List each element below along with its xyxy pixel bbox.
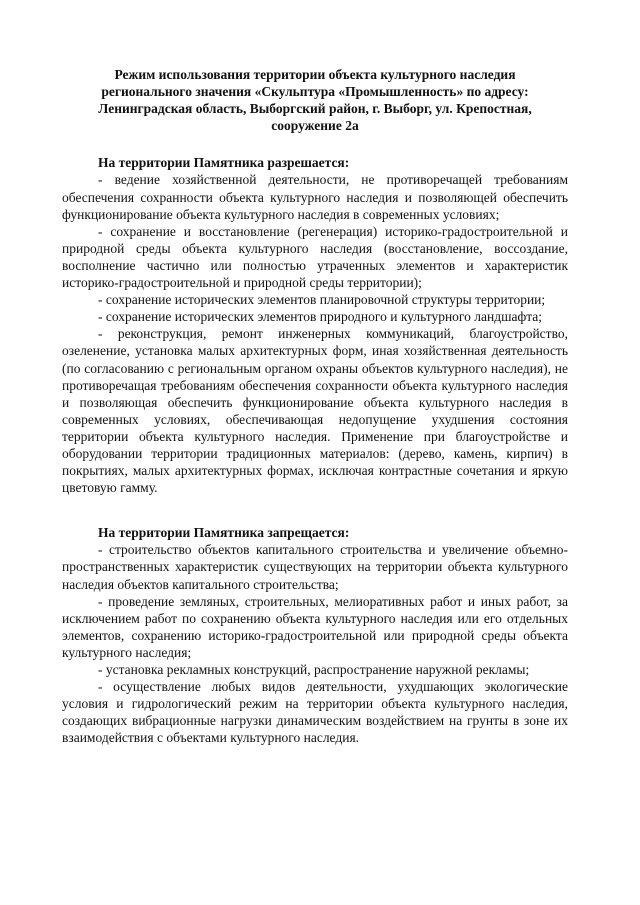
forbidden-item: - строительство объектов капитального строительства и увеличение объемно-пространственных характеристик существующих на территории объекта культурного наследия объектов капитального строительства; bbox=[62, 542, 568, 592]
allowed-item: - реконструкция, ремонт инженерных коммуникаций, благоустройство, озеленение, установка малых архитектурных форм, иная хозяйственная деятельность (по согласованию с региональным органом охраны объектов культурного наследия), не противоречащая требованиям обеспечения сохранности объекта культурного наследия и позволяющая обеспечить функционирование объекта культурного наследия в современных условиях, обеспечивающая недопущение ухудшения состояния территории объекта культурного наследия. Применение при благоустройстве и оборудовании территории традиционных материалов: (дерево, камень, кирпич) в покрытиях, малых архитектурных формах, исключая контрастные сочетания и яркую цветовую гамму. bbox=[62, 326, 568, 496]
forbidden-heading: На территории Памятника запрещается: bbox=[98, 525, 350, 541]
forbidden-item: - осуществление любых видов деятельности, ухудшающих экологические условия и гидрологический режим на территории объекта культурного наследия, создающих вибрационные нагрузки динамическим воздействием на грунты в зоне их взаимодействия с объектами культурного наследия. bbox=[62, 679, 568, 746]
allowed-heading: На территории Памятника разрешается: bbox=[98, 155, 350, 171]
allowed-section bbox=[62, 154, 568, 496]
allowed-item: - сохранение исторических элементов планировочной структуры территории; bbox=[98, 292, 546, 308]
forbidden-item: - установка рекламных конструкций, распространение наружной рекламы; bbox=[98, 662, 530, 677]
forbidden-item: - проведение земляных, строительных, мелиоративных работ и иных работ, за исключением работ по сохранению объекта культурного наследия или его отдельных элементов, сохранению историко-градостроительной или природной среды объекта культурного наследия; bbox=[62, 593, 568, 660]
allowed-item: - сохранение и восстановление (регенерация) историко-градостроительной и природной среды объекта культурного наследия (восстановление, воссоздание, восполнение частично или полностью утраченных элементов и характеристик историко-градостроительной и природной среды территории); bbox=[62, 223, 568, 291]
allowed-item: - сохранение исторических элементов природного и культурного ландшафта; bbox=[98, 309, 543, 325]
forbidden-section bbox=[62, 524, 568, 746]
allowed-item: - ведение хозяйственной деятельности, не противоречащей требованиям обеспечения сохранности объекта культурного наследия и позволяющей обеспечить функционирование объекта культурного наследия в современных условиях; bbox=[62, 172, 568, 222]
document-title: Режим использования территории объекта культурного наследия регионального значения «Скульптура «Промышленность» по адресу: Ленинградская область, Выборгский район, г. Выборг, ул. Крепостная, сооружение 2а bbox=[98, 67, 532, 134]
document-page bbox=[62, 66, 568, 746]
